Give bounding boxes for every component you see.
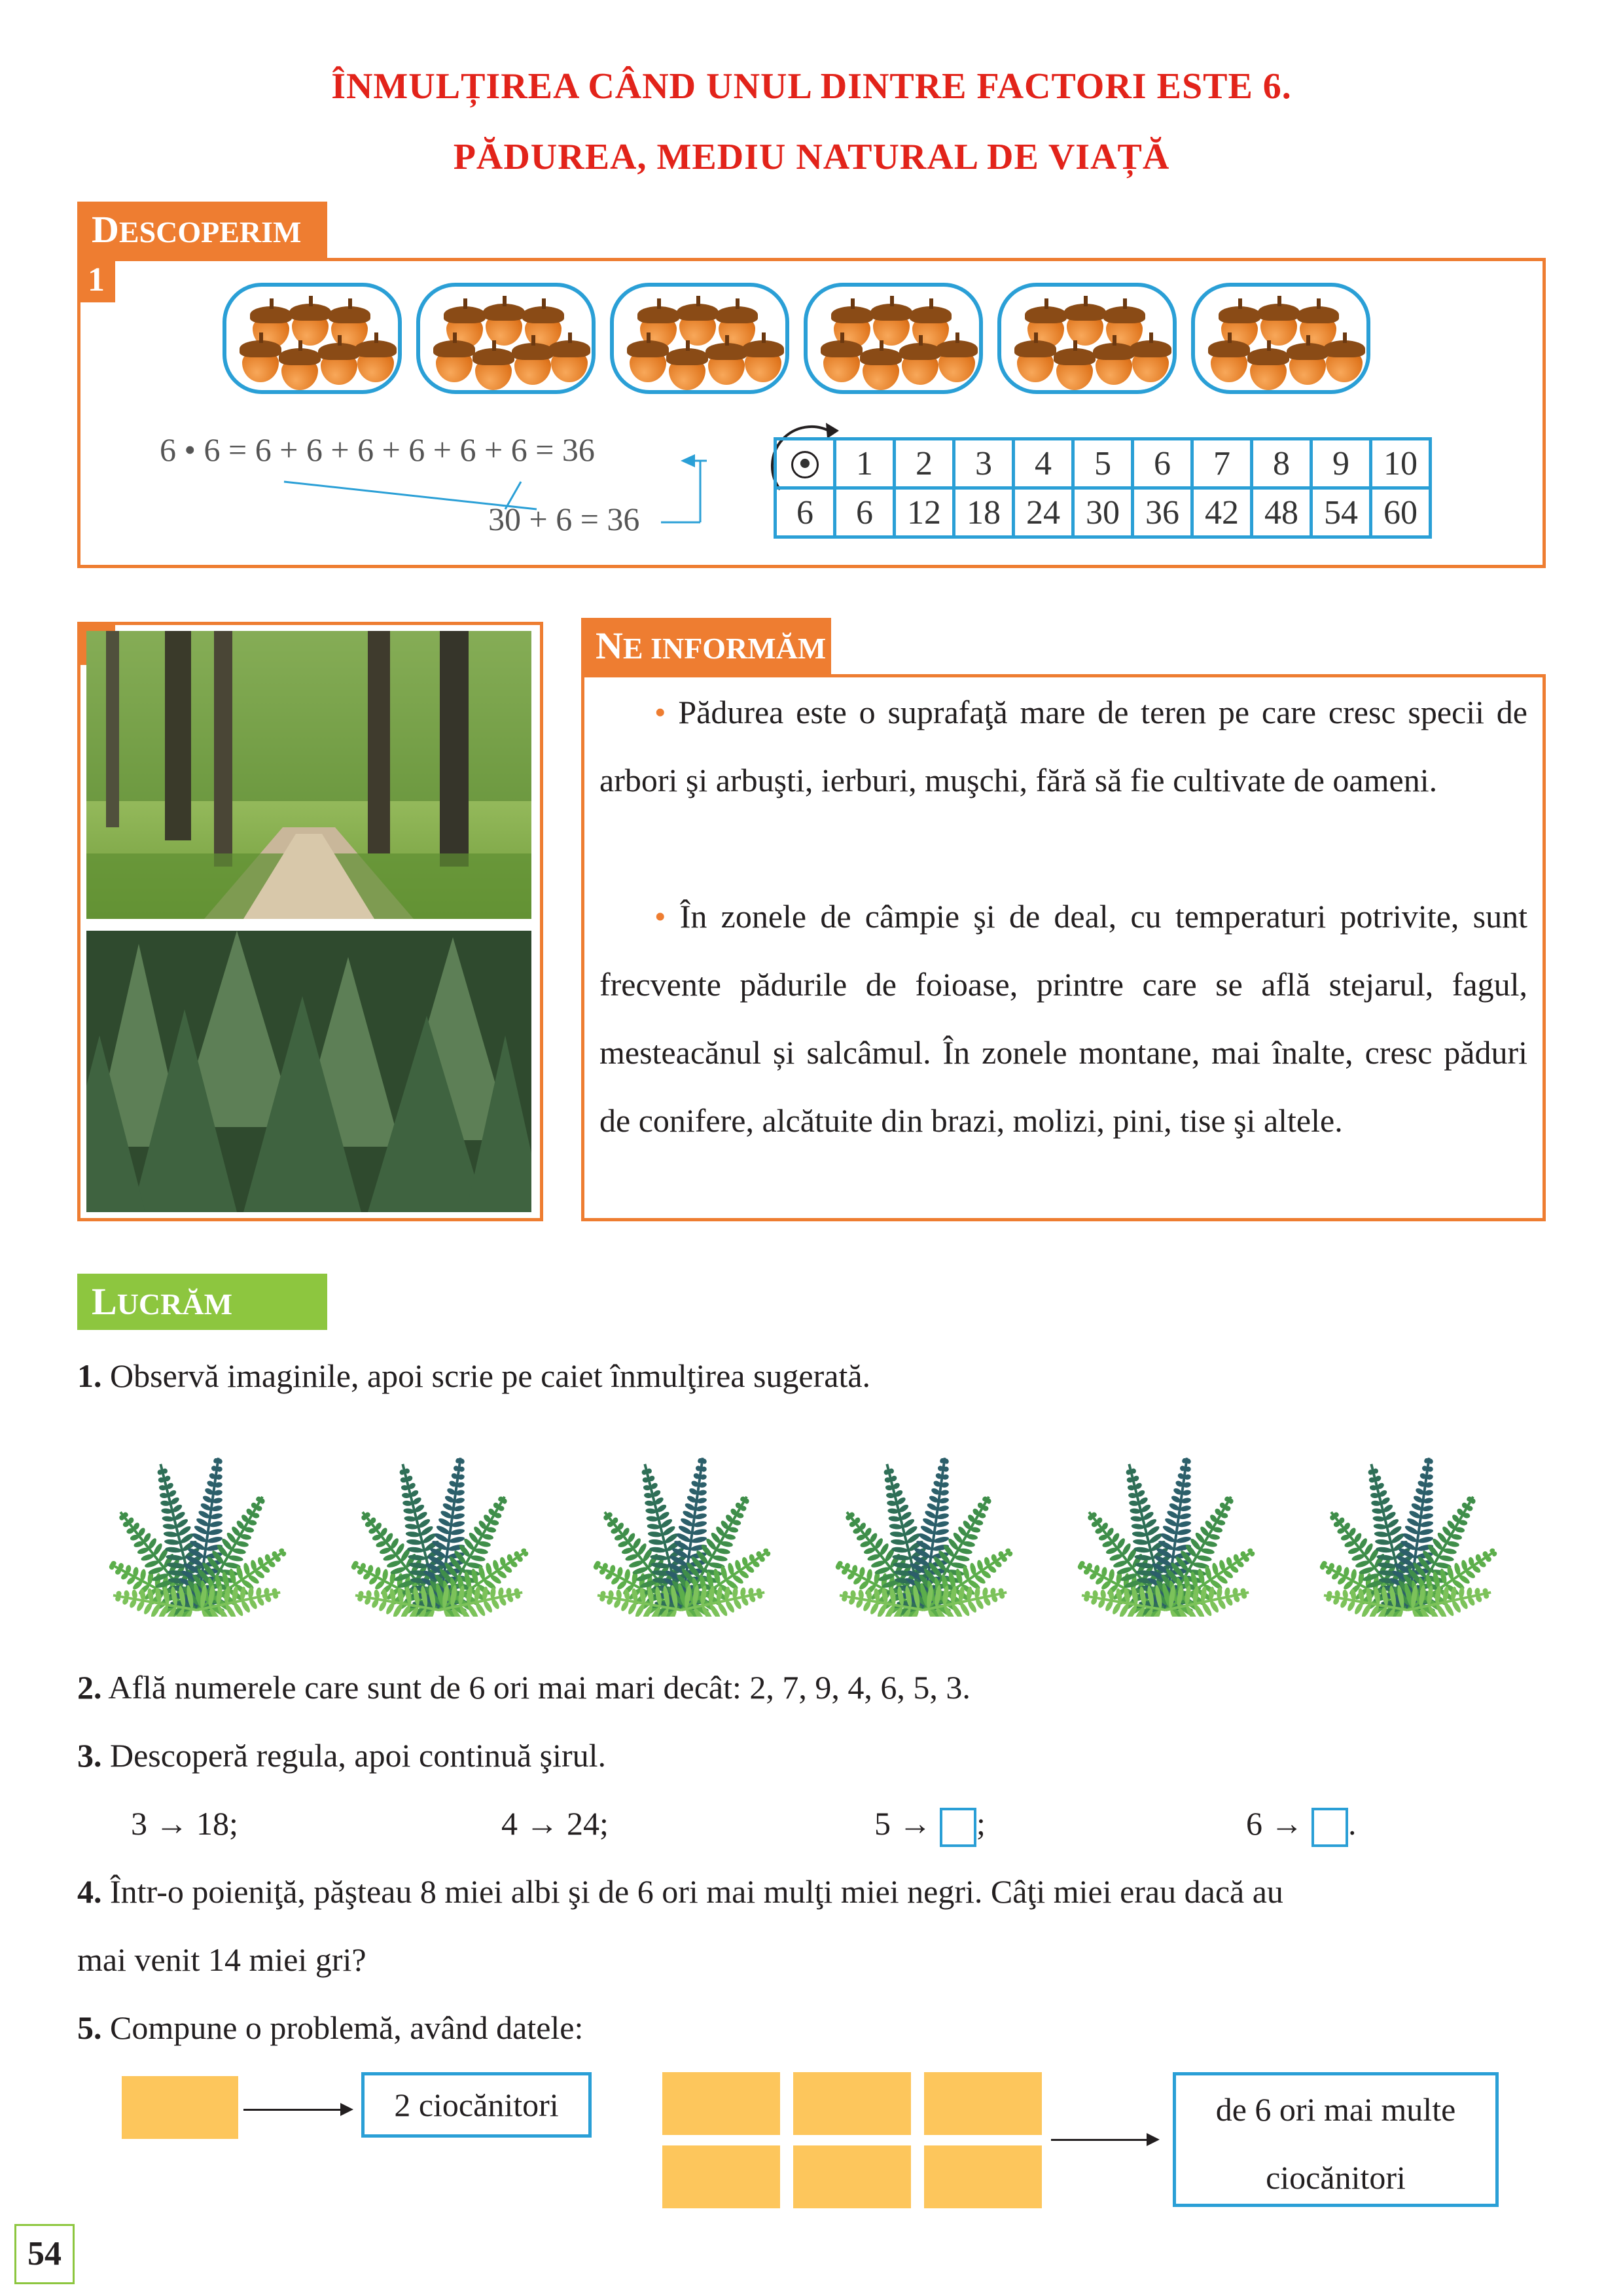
acorn-icon xyxy=(1211,350,1247,382)
arrow-right-icon: → xyxy=(1270,1805,1304,1842)
yellow-block xyxy=(924,2072,1042,2135)
fern-icon xyxy=(89,1420,305,1617)
arrow-line xyxy=(243,2109,342,2111)
box-line-1: de 6 ori mai multe xyxy=(1215,2091,1456,2128)
seq-right: 24; xyxy=(567,1805,609,1842)
table-cell-product: 30 xyxy=(1073,488,1133,537)
tab-cap: N xyxy=(596,624,623,667)
sequence-item-2 xyxy=(501,1789,609,1857)
yellow-block-single xyxy=(122,2076,238,2139)
tab-rest: UCRĂM xyxy=(116,1287,232,1321)
table-cell-product: 36 xyxy=(1133,488,1192,537)
dot-operator-icon: • xyxy=(791,451,819,478)
inform-paragraph-1 xyxy=(599,678,1527,814)
arrow-head-icon xyxy=(1147,2133,1160,2146)
bullet-icon: • xyxy=(654,694,679,730)
tab-cap: L xyxy=(92,1280,117,1323)
acorn-basket xyxy=(223,283,402,394)
acorn-icon xyxy=(514,352,551,385)
multiplication-table xyxy=(774,437,1432,539)
task-1 xyxy=(77,1342,870,1410)
fern-icon xyxy=(1300,1420,1516,1617)
acorn-icon xyxy=(938,350,975,382)
acorn-icon xyxy=(863,357,899,390)
yellow-block xyxy=(793,2145,911,2208)
table-cell-top: 3 xyxy=(954,439,1014,488)
acorn-icon xyxy=(1056,357,1093,390)
fern-icon xyxy=(815,1420,1031,1617)
arrow-right-icon: → xyxy=(899,1805,932,1842)
acorn-icon xyxy=(1132,350,1169,382)
acorn-icon xyxy=(1096,352,1132,385)
acorn-icon xyxy=(1326,350,1363,382)
table-cell-top: 7 xyxy=(1192,439,1252,488)
acorn-icon xyxy=(1260,313,1297,346)
fern-icon xyxy=(573,1420,789,1617)
inform-paragraph-2 xyxy=(599,882,1527,1155)
arrow-head-icon xyxy=(340,2103,353,2116)
equation-connector-lines xyxy=(157,445,733,550)
acorn-icon xyxy=(357,350,394,382)
task-text: Află numerele care sunt de 6 ori mai mari decât: 2, 7, 9, 4, 6, 5, 3. xyxy=(101,1669,971,1706)
acorn-icon xyxy=(242,350,279,382)
acorn-icon xyxy=(1067,313,1103,346)
fern-icon xyxy=(1058,1420,1274,1617)
acorn-icon xyxy=(475,357,512,390)
task-number: 5. xyxy=(77,2009,102,2046)
table-cell-product: 24 xyxy=(1014,488,1073,537)
acorn-icon xyxy=(292,313,329,346)
acorn-icon xyxy=(551,350,588,382)
paragraph-text: În zonele de câmpie şi de deal, cu temperaturi potrivite, sunt frecvente pădurile de foioase, printre care se află stejarul, fagul, mesteacănul și salcâmul. În zonele montane, mai înalte, cresc păduri de conifere, alcătuite din brazi, molizi, pini, tise şi altele. xyxy=(599,898,1527,1139)
acorn-basket xyxy=(997,283,1177,394)
task-text: Într-o poieniţă, păşteau 8 miei albi şi de 6 ori mai mulţi miei negri. Câţi miei erau dacă au xyxy=(101,1873,1283,1910)
table-cell-top: 5 xyxy=(1073,439,1133,488)
table-cell-product: 18 xyxy=(954,488,1014,537)
section-tab-work xyxy=(77,1274,327,1330)
yellow-block xyxy=(924,2145,1042,2208)
task-text: Observă imaginile, apoi scrie pe caiet înmulţirea sugerată. xyxy=(101,1357,871,1394)
tab-rest: E INFORMĂM xyxy=(622,632,827,665)
acorn-icon xyxy=(669,357,705,390)
acorn-basket xyxy=(610,283,789,394)
seq-right: 18; xyxy=(196,1805,238,1842)
acorn-icon xyxy=(902,352,938,385)
fern-icon xyxy=(331,1420,547,1617)
task-number: 2. xyxy=(77,1669,102,1706)
task-2 xyxy=(77,1653,971,1721)
arrow-right-icon: → xyxy=(155,1805,188,1842)
acorn-icon xyxy=(436,350,473,382)
task-4-line-2: mai venit 14 miei gri? xyxy=(77,1941,366,1978)
seq-left: 5 xyxy=(874,1805,891,1842)
task-number: 3. xyxy=(77,1737,102,1774)
acorn-basket xyxy=(1191,283,1370,394)
acorn-icon xyxy=(679,313,716,346)
page-number: 54 xyxy=(14,2224,75,2284)
table-cell-top: 2 xyxy=(895,439,954,488)
table-cell-product: 42 xyxy=(1192,488,1252,537)
bullet-icon: • xyxy=(654,898,680,935)
deciduous-forest-photo xyxy=(86,631,531,919)
equation-short: 30 + 6 = 36 xyxy=(488,501,640,537)
acorn-icon xyxy=(823,350,860,382)
task-text: Descoperă regula, apoi continuă şirul. xyxy=(101,1737,607,1774)
page-title-line1: ÎNMULȚIREA CÂND UNUL DINTRE FACTORI ESTE 6. xyxy=(331,66,1292,107)
acorn-icon xyxy=(1250,357,1287,390)
equation-sum: 6 • 6 = 6 + 6 + 6 + 6 + 6 + 6 = 36 xyxy=(160,431,595,468)
label-box-more-woodpeckers xyxy=(1173,2072,1499,2207)
acorn-basket xyxy=(416,283,596,394)
table-cell-top: 9 xyxy=(1311,439,1371,488)
task-5 xyxy=(77,1994,583,2062)
table-cell-top: 6 xyxy=(1133,439,1192,488)
exercise-badge-1: 1 xyxy=(77,258,115,302)
table-cell-product: 6 xyxy=(835,488,895,537)
table-cell-product: 48 xyxy=(1252,488,1311,537)
acorn-icon xyxy=(321,352,357,385)
seq-suffix: . xyxy=(1348,1805,1357,1842)
seq-left: 3 xyxy=(131,1805,147,1842)
acorn-icon xyxy=(1017,350,1054,382)
table-cell-top: 1 xyxy=(835,439,895,488)
acorn-icon xyxy=(1289,352,1326,385)
yellow-block xyxy=(793,2072,911,2135)
table-cell-top: 8 xyxy=(1252,439,1311,488)
page-title-line2: PĂDUREA, MEDIU NATURAL DE VIAȚĂ xyxy=(453,137,1170,177)
table-cell-top: 4 xyxy=(1014,439,1073,488)
answer-box[interactable] xyxy=(940,1808,976,1847)
seq-left: 6 xyxy=(1246,1805,1262,1842)
arrow-right-icon: → xyxy=(526,1805,559,1842)
paragraph-text: Pădurea este o suprafaţă mare de teren pe care cresc specii de arbori şi arbuşti, ierburi, muşchi, fără să fie cultivate de oameni. xyxy=(599,694,1528,798)
acorn-icon xyxy=(745,350,781,382)
tab-rest: ESCOPERIM xyxy=(118,215,302,249)
table-cell-product: 12 xyxy=(895,488,954,537)
task-text: Compune o problemă, având datele: xyxy=(101,2009,584,2046)
seq-left: 4 xyxy=(501,1805,518,1842)
acorn-icon xyxy=(486,313,522,346)
operator-cell xyxy=(776,439,835,488)
label-box-woodpeckers: 2 ciocănitori xyxy=(361,2072,592,2138)
sequence-item-4 xyxy=(1246,1789,1357,1857)
section-tab-inform xyxy=(581,618,831,674)
task-4-line-1 xyxy=(77,1857,1283,1926)
sequence-item-3 xyxy=(874,1789,986,1857)
table-cell-top: 10 xyxy=(1371,439,1431,488)
arrow-line xyxy=(1051,2139,1148,2141)
seq-suffix: ; xyxy=(976,1805,986,1842)
factor-cell: 6 xyxy=(776,488,835,537)
yellow-block xyxy=(662,2072,780,2135)
task-3 xyxy=(77,1721,606,1789)
table-cell-product: 60 xyxy=(1371,488,1431,537)
task-number: 4. xyxy=(77,1873,102,1910)
acorn-icon xyxy=(630,350,666,382)
table-cell-product: 54 xyxy=(1311,488,1371,537)
acorn-icon xyxy=(873,313,910,346)
box-line-2: ciocănitori xyxy=(1266,2159,1406,2196)
section-tab-discover xyxy=(77,202,327,258)
conifer-forest-photo xyxy=(86,931,531,1212)
acorn-icon xyxy=(281,357,318,390)
sequence-item-1 xyxy=(131,1789,238,1857)
acorn-basket xyxy=(804,283,983,394)
answer-box[interactable] xyxy=(1311,1808,1348,1847)
yellow-block xyxy=(662,2145,780,2208)
tab-cap: D xyxy=(92,208,119,251)
task-number: 1. xyxy=(77,1357,102,1394)
acorn-icon xyxy=(708,352,745,385)
